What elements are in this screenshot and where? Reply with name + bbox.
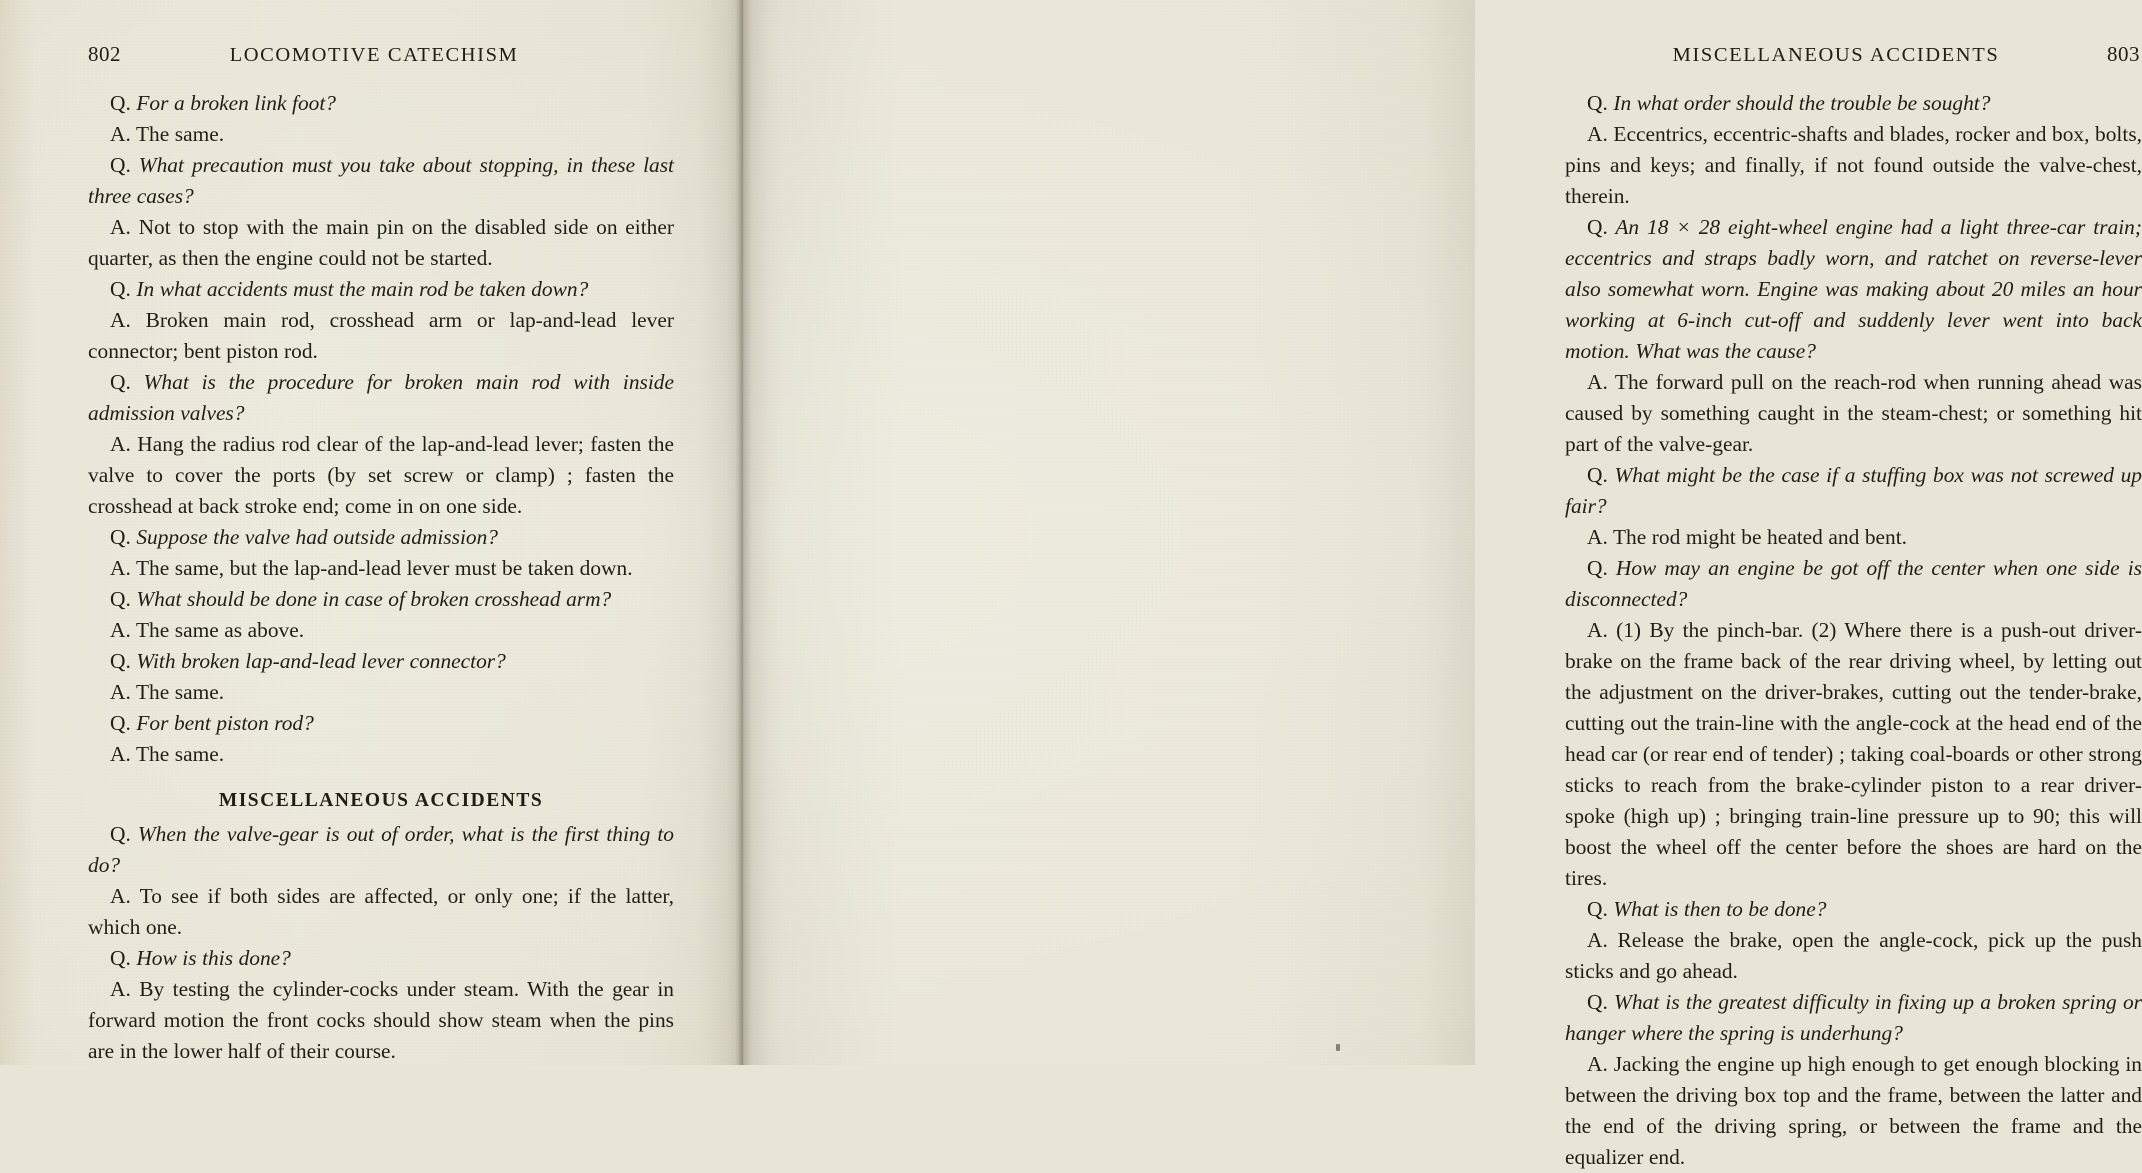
question-marker: Q. xyxy=(1587,215,1608,239)
question-marker: Q. xyxy=(110,153,131,177)
answer-paragraph xyxy=(1565,119,2142,212)
paragraph-text: What is the greatest difficulty in fixing up a broken spring or hanger where the spring is underhung? xyxy=(1565,990,2142,1045)
question-marker: Q. xyxy=(110,370,131,394)
section-heading-miscellaneous-accidents: MISCELLANEOUS ACCIDENTS xyxy=(218,790,544,811)
answer-marker: A. xyxy=(110,680,131,704)
answer-paragraph xyxy=(88,119,674,150)
question-marker: Q. xyxy=(1587,91,1608,115)
answer-marker: A. xyxy=(1587,370,1608,394)
paragraph-text: Jacking the engine up high enough to get enough blocking in between the driving box top and the frame, between the latter and the end of the driving spring, or between the frame and the equalizer end. xyxy=(1565,1052,2142,1169)
answer-paragraph xyxy=(1565,367,2142,460)
paragraph-text: The same. xyxy=(130,122,225,146)
running-head-right xyxy=(1565,42,2140,68)
paragraph-text: (1) By the pinch-bar. (2) Where there is a push-out driver-brake on the frame back of the rear driving wheel, by letting out the adjustment on the driver-brakes, cutting out the tender-brake, cutting out the train-line with the angle-cock at the head end of the head car (or rear end of tender) ; taking coal-boards or other strong sticks to reach from the brake-cylinder piston to a rear driver-spoke (high up) ; bringing train-line pressure up to 90; this will boost the wheel off the center before the shoes are hard on the tires. xyxy=(1565,618,2142,890)
paragraph-text: What is then to be done? xyxy=(1607,897,1827,921)
page-right xyxy=(740,0,2142,1169)
paragraph-text: When the valve-gear is out of order, what is the first thing to do? xyxy=(88,822,674,877)
answer-marker: A. xyxy=(110,215,131,239)
answer-marker: A. xyxy=(110,977,131,1001)
paragraph-text: With broken lap-and-lead lever connector? xyxy=(130,649,506,673)
question-paragraph xyxy=(1565,88,2142,119)
answer-marker: A. xyxy=(110,742,131,766)
paragraph-text: In what accidents must the main rod be taken down? xyxy=(130,277,589,301)
answer-paragraph xyxy=(88,677,674,708)
answer-paragraph xyxy=(1565,615,2142,894)
question-paragraph xyxy=(1565,460,2142,522)
text-block-right xyxy=(1565,88,2142,1173)
question-marker: Q. xyxy=(110,822,131,846)
answer-marker: A. xyxy=(110,308,131,332)
paragraph-text: Eccentrics, eccentric-shafts and blades, rocker and box, bolts, pins and keys; and finally, if not found outside the valve-chest, therein. xyxy=(1565,122,2142,208)
answer-paragraph xyxy=(88,974,674,1067)
answer-paragraph xyxy=(88,881,674,943)
paragraph-text: The same. xyxy=(130,680,225,704)
question-marker: Q. xyxy=(110,277,131,301)
question-marker: Q. xyxy=(110,587,131,611)
answer-paragraph xyxy=(88,429,674,522)
page-left xyxy=(0,0,740,1065)
question-paragraph xyxy=(88,819,674,881)
paragraph-text: The rod might be heated and bent. xyxy=(1607,525,1907,549)
answer-marker: A. xyxy=(110,556,131,580)
answer-marker: A. xyxy=(1587,525,1608,549)
paragraph-text: What is the procedure for broken main rod with inside admission valves? xyxy=(88,370,674,425)
running-title-right: MISCELLANEOUS ACCIDENTS xyxy=(1672,44,2000,66)
folio-right: 803 xyxy=(2107,42,2140,66)
paragraph-text: The same as above. xyxy=(130,618,305,642)
answer-marker: A. xyxy=(110,884,131,908)
answer-marker: A. xyxy=(1587,1052,1608,1076)
answer-marker: A. xyxy=(110,122,131,146)
answer-marker: A. xyxy=(110,432,131,456)
answer-paragraph xyxy=(88,305,674,367)
answer-paragraph xyxy=(88,739,674,770)
question-marker: Q. xyxy=(1587,990,1608,1014)
answer-paragraph xyxy=(1565,925,2142,987)
folio-left: 802 xyxy=(88,42,121,66)
paragraph-text: Suppose the valve had outside admission? xyxy=(130,525,498,549)
text-block-left xyxy=(88,88,674,1067)
question-paragraph xyxy=(88,274,674,305)
paragraph-text: What should be done in case of broken crosshead arm? xyxy=(130,587,612,611)
question-paragraph xyxy=(1565,212,2142,367)
question-marker: Q. xyxy=(110,91,131,115)
paragraph-text: To see if both sides are affected, or only one; if the latter, which one. xyxy=(88,884,674,939)
question-paragraph xyxy=(88,708,674,739)
paragraph-text: An 18 × 28 eight-wheel engine had a light three-car train; eccentrics and straps badly worn, and ratchet on reverse-lever also somewhat worn. Engine was making about 20 miles an hour working at 6-inch cut-off and suddenly lever went into back motion. What was the cause? xyxy=(1565,215,2142,363)
answer-paragraph xyxy=(88,212,674,274)
paragraph-text: For bent piston rod? xyxy=(130,711,314,735)
question-paragraph xyxy=(1565,553,2142,615)
question-marker: Q. xyxy=(110,711,131,735)
question-marker: Q. xyxy=(110,649,131,673)
question-paragraph xyxy=(88,367,674,429)
question-marker: Q. xyxy=(1587,556,1608,580)
question-paragraph xyxy=(88,646,674,677)
answer-paragraph xyxy=(88,615,674,646)
answer-marker: A. xyxy=(110,618,131,642)
answer-marker: A. xyxy=(1587,928,1608,952)
paragraph-text: What precaution must you take about stopping, in these last three cases? xyxy=(88,153,674,208)
question-paragraph xyxy=(88,522,674,553)
answer-paragraph xyxy=(1565,1049,2142,1173)
paragraph-text: Release the brake, open the angle-cock, pick up the push sticks and go ahead. xyxy=(1565,928,2142,983)
answer-paragraph xyxy=(1565,522,2142,553)
paragraph-text: The forward pull on the reach-rod when running ahead was caused by something caught in the steam-chest; or something hit part of the valve-gear. xyxy=(1565,370,2142,456)
question-paragraph xyxy=(1565,987,2142,1049)
question-marker: Q. xyxy=(110,525,131,549)
question-marker: Q. xyxy=(110,946,131,970)
answer-marker: A. xyxy=(1587,122,1608,146)
question-paragraph xyxy=(88,584,674,615)
paragraph-text: How is this done? xyxy=(130,946,291,970)
paragraph-text: What might be the case if a stuffing box was not screwed up fair? xyxy=(1565,463,2142,518)
paragraph-text: Hang the radius rod clear of the lap-and-lead lever; fasten the valve to cover the ports (by set screw or clamp) ; fasten the crosshead at back stroke end; come in on one side. xyxy=(88,432,674,518)
running-title-left: LOCOMOTIVE CATECHISM xyxy=(229,44,519,66)
paragraph-text: By testing the cylinder-cocks under steam. With the gear in forward motion the front cocks should show steam when the pins are in the lower half of their course. xyxy=(88,977,674,1063)
answer-marker: A. xyxy=(1587,618,1608,642)
question-paragraph xyxy=(1565,894,2142,925)
question-marker: Q. xyxy=(1587,463,1608,487)
answer-paragraph xyxy=(88,553,674,584)
paragraph-text: For a broken link foot? xyxy=(130,91,336,115)
question-paragraph xyxy=(88,88,674,119)
question-paragraph xyxy=(88,943,674,974)
paragraph-text: The same, but the lap-and-lead lever must be taken down. xyxy=(130,556,633,580)
question-marker: Q. xyxy=(1587,897,1608,921)
running-head-left xyxy=(88,42,673,68)
question-paragraph xyxy=(88,150,674,212)
paragraph-text: In what order should the trouble be sought? xyxy=(1607,91,1991,115)
paragraph-text: The same. xyxy=(130,742,225,766)
paragraph-text: Not to stop with the main pin on the disabled side on either quarter, as then the engine could not be started. xyxy=(88,215,674,270)
paragraph-text: How may an engine be got off the center when one side is disconnected? xyxy=(1565,556,2142,611)
paragraph-text: Broken main rod, crosshead arm or lap-and-lead lever connector; bent piston rod. xyxy=(88,308,674,363)
